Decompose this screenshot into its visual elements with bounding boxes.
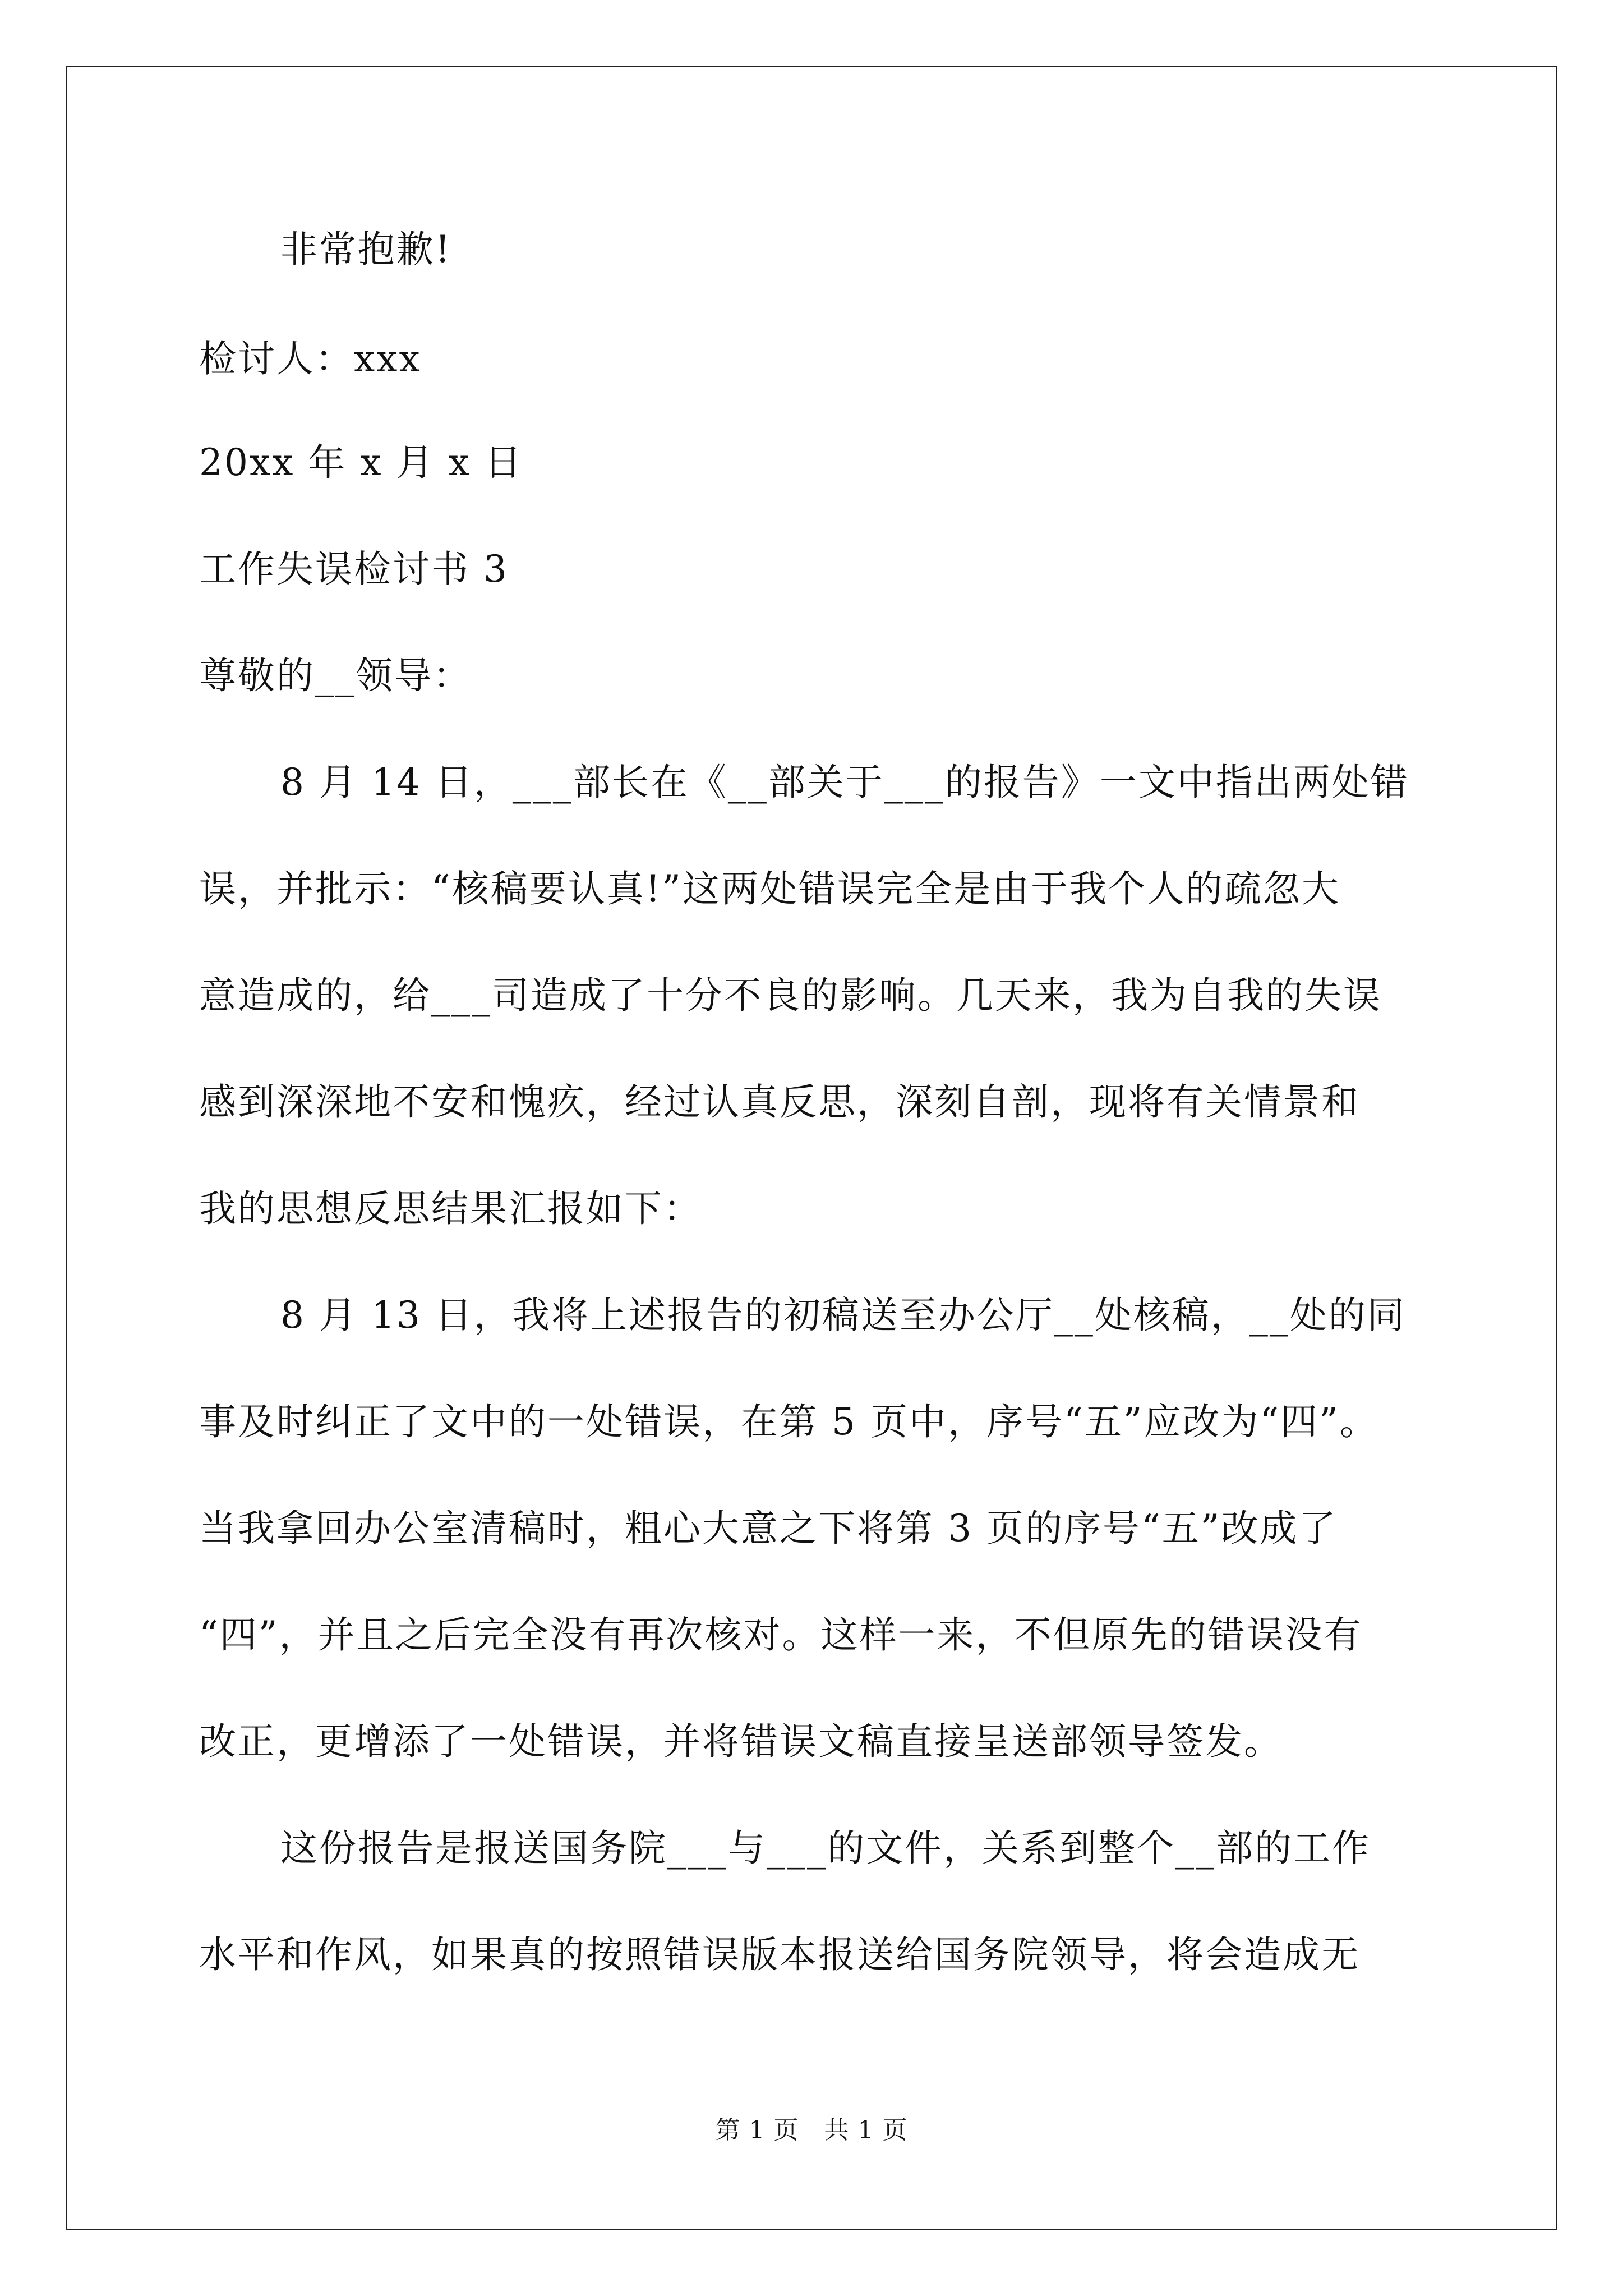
page-border bbox=[66, 66, 1557, 2230]
paragraph-1-line-5: 我的思想反思结果汇报如下： bbox=[199, 1187, 702, 1230]
page-number-footer: 第 1 页 共 1 页 bbox=[715, 2116, 908, 2145]
paragraph-2-line-2: 事及时纠正了文中的一处错误，在第 5 页中，序号“五”应改为“四”。 bbox=[199, 1400, 1378, 1443]
paragraph-2-line-3: 当我拿回办公室清稿时，粗心大意之下将第 3 页的序号“五”改成了 bbox=[199, 1507, 1338, 1550]
closing-apology: 非常抱歉! bbox=[280, 228, 452, 271]
document-title: 工作失误检讨书 3 bbox=[199, 547, 509, 591]
paragraph-1-line-3: 意造成的，给___司造成了十分不良的影响。几天来，我为自我的失误 bbox=[199, 974, 1382, 1017]
paragraph-3-line-2: 水平和作风，如果真的按照错误版本报送给国务院领导，将会造成无 bbox=[199, 1933, 1360, 1976]
date-line: 20xx 年 x 月 x 日 bbox=[199, 441, 523, 484]
paragraph-2-line-4: “四”，并且之后完全没有再次核对。这样一来，不但原先的错误没有 bbox=[199, 1613, 1363, 1657]
paragraph-1-line-2: 误，并批示：“核稿要认真!”这两处错误完全是由于我个人的疏忽大 bbox=[199, 867, 1341, 910]
paragraph-2-line-1: 8 月 13 日，我将上述报告的初稿送至办公厅__处核稿，__处的同 bbox=[280, 1294, 1406, 1337]
paragraph-2-line-5: 改正，更增添了一处错误，并将错误文稿直接呈送部领导签发。 bbox=[199, 1720, 1283, 1763]
paragraph-1-line-1: 8 月 14 日，___部长在《__部关于___的报告》一文中指出两处错 bbox=[280, 761, 1409, 804]
paragraph-3-line-1: 这份报告是报送国务院___与___的文件，关系到整个__部的工作 bbox=[280, 1826, 1371, 1870]
signatory-line: 检讨人：xxx bbox=[199, 337, 422, 380]
salutation: 尊敬的__领导： bbox=[199, 654, 472, 697]
paragraph-1-line-4: 感到深深地不安和愧疚，经过认真反思，深刻自剖，现将有关情景和 bbox=[199, 1080, 1360, 1124]
